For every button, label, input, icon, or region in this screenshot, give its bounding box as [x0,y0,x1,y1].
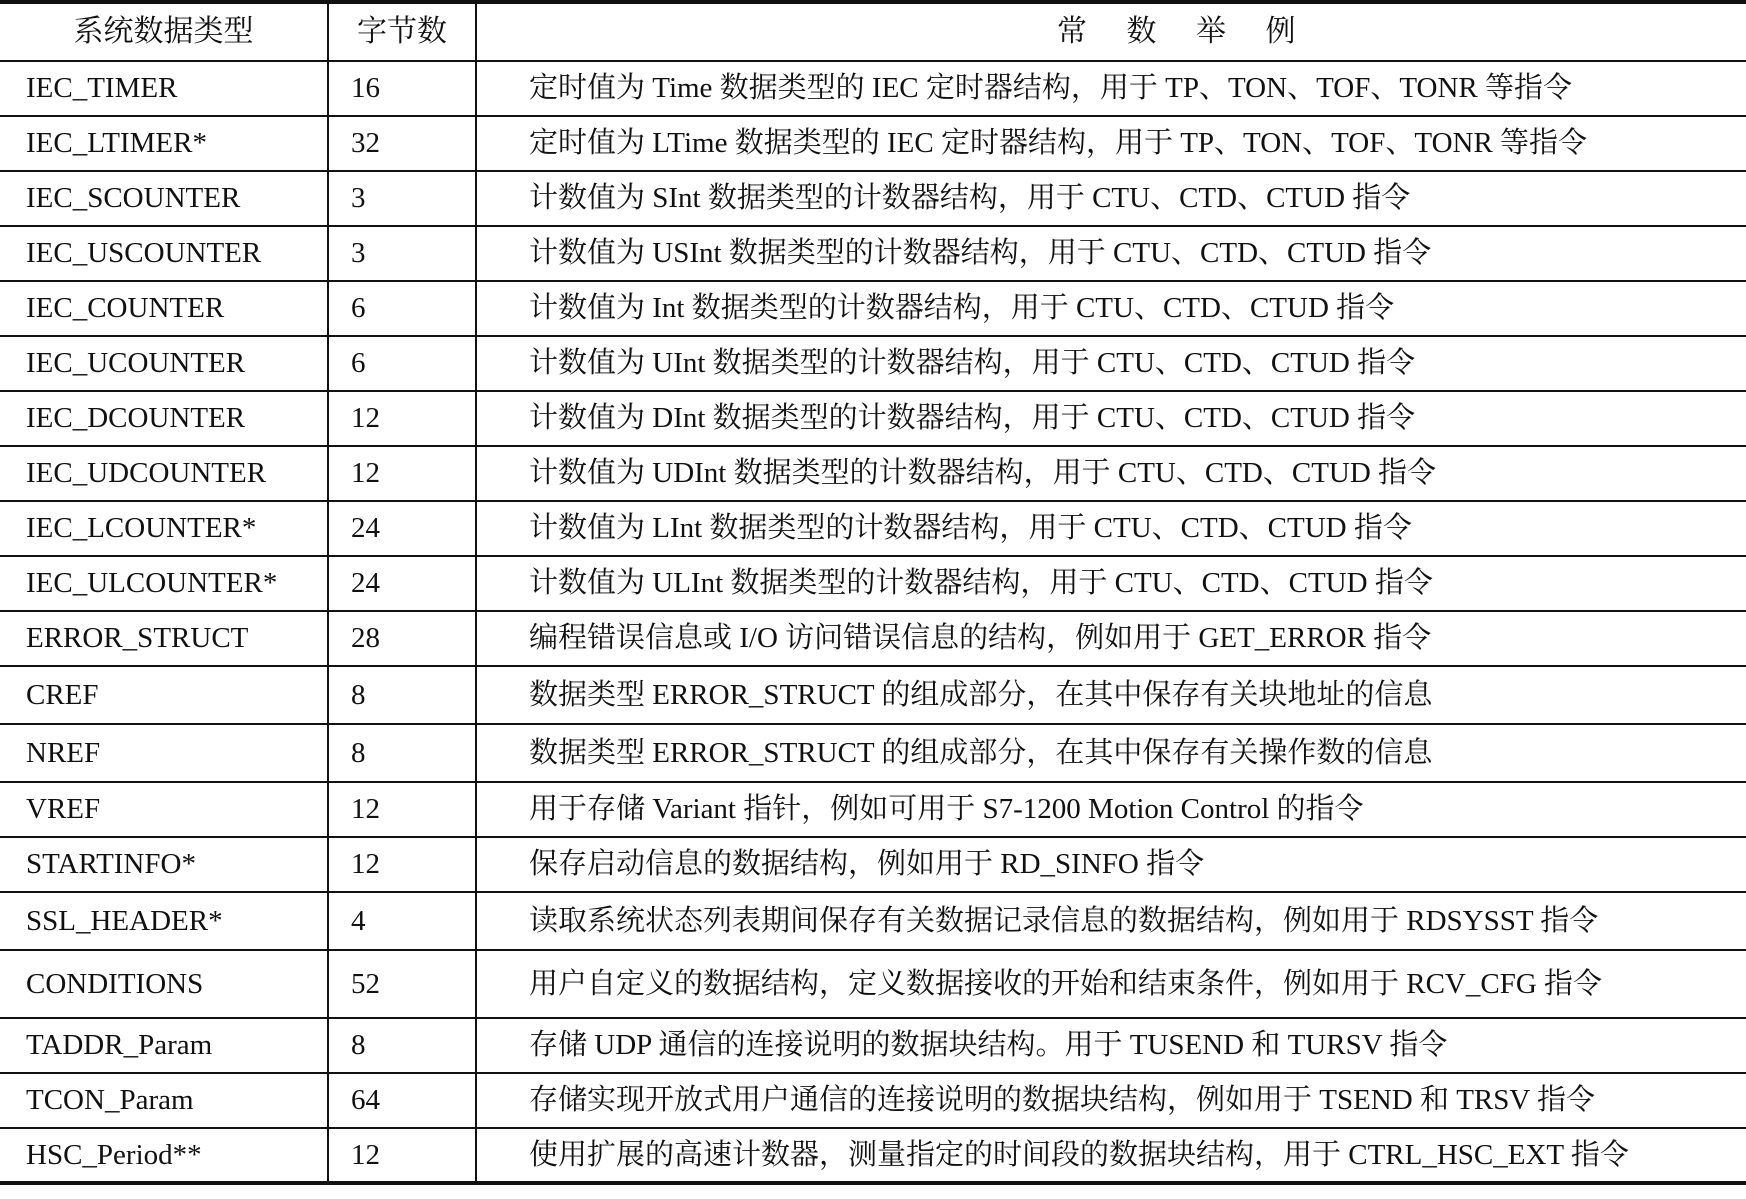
table-row [0,724,1746,782]
cell-type: STARTINFO* [0,837,328,892]
cell-bytes: 8 [328,1018,476,1073]
table-row [0,1073,1746,1128]
table-row [0,782,1746,837]
cell-bytes: 4 [328,892,476,950]
cell-desc: 计数值为 SInt 数据类型的计数器结构，用于 CTU、CTD、CTUD 指令 [476,171,1746,226]
table-row [0,336,1746,391]
cell-bytes: 64 [328,1073,476,1128]
cell-desc: 数据类型 ERROR_STRUCT 的组成部分，在其中保存有关操作数的信息 [476,724,1746,782]
table-row [0,171,1746,226]
cell-bytes: 52 [328,950,476,1018]
header-example: 常 数 举 例 [476,2,1746,61]
table-row [0,950,1746,1018]
cell-bytes: 6 [328,281,476,336]
cell-desc: 计数值为 Int 数据类型的计数器结构，用于 CTU、CTD、CTUD 指令 [476,281,1746,336]
cell-bytes: 8 [328,724,476,782]
table-body [0,61,1746,1183]
cell-desc: 编程错误信息或 I/O 访问错误信息的结构，例如用于 GET_ERROR 指令 [476,611,1746,666]
cell-type: IEC_LCOUNTER* [0,501,328,556]
cell-desc: 计数值为 UInt 数据类型的计数器结构，用于 CTU、CTD、CTUD 指令 [476,336,1746,391]
table-row [0,446,1746,501]
cell-bytes: 12 [328,1128,476,1183]
cell-type: VREF [0,782,328,837]
cell-desc: 存储 UDP 通信的连接说明的数据块结构。用于 TUSEND 和 TURSV 指令 [476,1018,1746,1073]
table-row [0,611,1746,666]
cell-type: TCON_Param [0,1073,328,1128]
table-row [0,556,1746,611]
cell-bytes: 12 [328,782,476,837]
table-row [0,892,1746,950]
cell-type: CREF [0,666,328,724]
cell-type: HSC_Period** [0,1128,328,1183]
cell-bytes: 8 [328,666,476,724]
cell-type: ERROR_STRUCT [0,611,328,666]
cell-desc: 用户自定义的数据结构，定义数据接收的开始和结束条件，例如用于 RCV_CFG 指令 [476,950,1746,1018]
table-row [0,1018,1746,1073]
table-row [0,281,1746,336]
cell-desc: 计数值为 LInt 数据类型的计数器结构，用于 CTU、CTD、CTUD 指令 [476,501,1746,556]
cell-desc: 存储实现开放式用户通信的连接说明的数据块结构，例如用于 TSEND 和 TRSV 指令 [476,1073,1746,1128]
header-type: 系统数据类型 [0,2,328,61]
cell-type: IEC_DCOUNTER [0,391,328,446]
cell-type: IEC_COUNTER [0,281,328,336]
cell-type: SSL_HEADER* [0,892,328,950]
cell-desc: 定时值为 Time 数据类型的 IEC 定时器结构，用于 TP、TON、TOF、TONR 等指令 [476,61,1746,116]
table-row [0,666,1746,724]
cell-bytes: 28 [328,611,476,666]
table-row [0,391,1746,446]
cell-type: TADDR_Param [0,1018,328,1073]
cell-desc: 计数值为 DInt 数据类型的计数器结构，用于 CTU、CTD、CTUD 指令 [476,391,1746,446]
table-row [0,501,1746,556]
cell-desc: 保存启动信息的数据结构，例如用于 RD_SINFO 指令 [476,837,1746,892]
cell-type: IEC_ULCOUNTER* [0,556,328,611]
cell-type: NREF [0,724,328,782]
cell-bytes: 12 [328,837,476,892]
cell-bytes: 3 [328,226,476,281]
cell-bytes: 24 [328,501,476,556]
cell-bytes: 6 [328,336,476,391]
cell-desc: 计数值为 UDInt 数据类型的计数器结构，用于 CTU、CTD、CTUD 指令 [476,446,1746,501]
cell-desc: 读取系统状态列表期间保存有关数据记录信息的数据结构，例如用于 RDSYSST 指令 [476,892,1746,950]
cell-type: IEC_SCOUNTER [0,171,328,226]
cell-desc: 用于存储 Variant 指针，例如可用于 S7-1200 Motion Control 的指令 [476,782,1746,837]
table-row [0,837,1746,892]
cell-type: IEC_LTIMER* [0,116,328,171]
cell-bytes: 3 [328,171,476,226]
header-bytes: 字节数 [328,2,476,61]
table-row [0,61,1746,116]
cell-desc: 使用扩展的高速计数器，测量指定的时间段的数据块结构，用于 CTRL_HSC_EXT 指令 [476,1128,1746,1183]
cell-type: CONDITIONS [0,950,328,1018]
cell-type: IEC_UCOUNTER [0,336,328,391]
cell-type: IEC_USCOUNTER [0,226,328,281]
cell-desc: 计数值为 ULInt 数据类型的计数器结构，用于 CTU、CTD、CTUD 指令 [476,556,1746,611]
cell-bytes: 12 [328,446,476,501]
cell-desc: 定时值为 LTime 数据类型的 IEC 定时器结构，用于 TP、TON、TOF、TONR 等指令 [476,116,1746,171]
cell-type: IEC_TIMER [0,61,328,116]
table-row [0,116,1746,171]
cell-bytes: 16 [328,61,476,116]
cell-bytes: 24 [328,556,476,611]
cell-bytes: 12 [328,391,476,446]
cell-bytes: 32 [328,116,476,171]
table-row [0,226,1746,281]
header-row [0,2,1746,61]
cell-type: IEC_UDCOUNTER [0,446,328,501]
table-header [0,2,1746,61]
cell-desc: 计数值为 USInt 数据类型的计数器结构，用于 CTU、CTD、CTUD 指令 [476,226,1746,281]
cell-desc: 数据类型 ERROR_STRUCT 的组成部分，在其中保存有关块地址的信息 [476,666,1746,724]
table-row [0,1128,1746,1183]
